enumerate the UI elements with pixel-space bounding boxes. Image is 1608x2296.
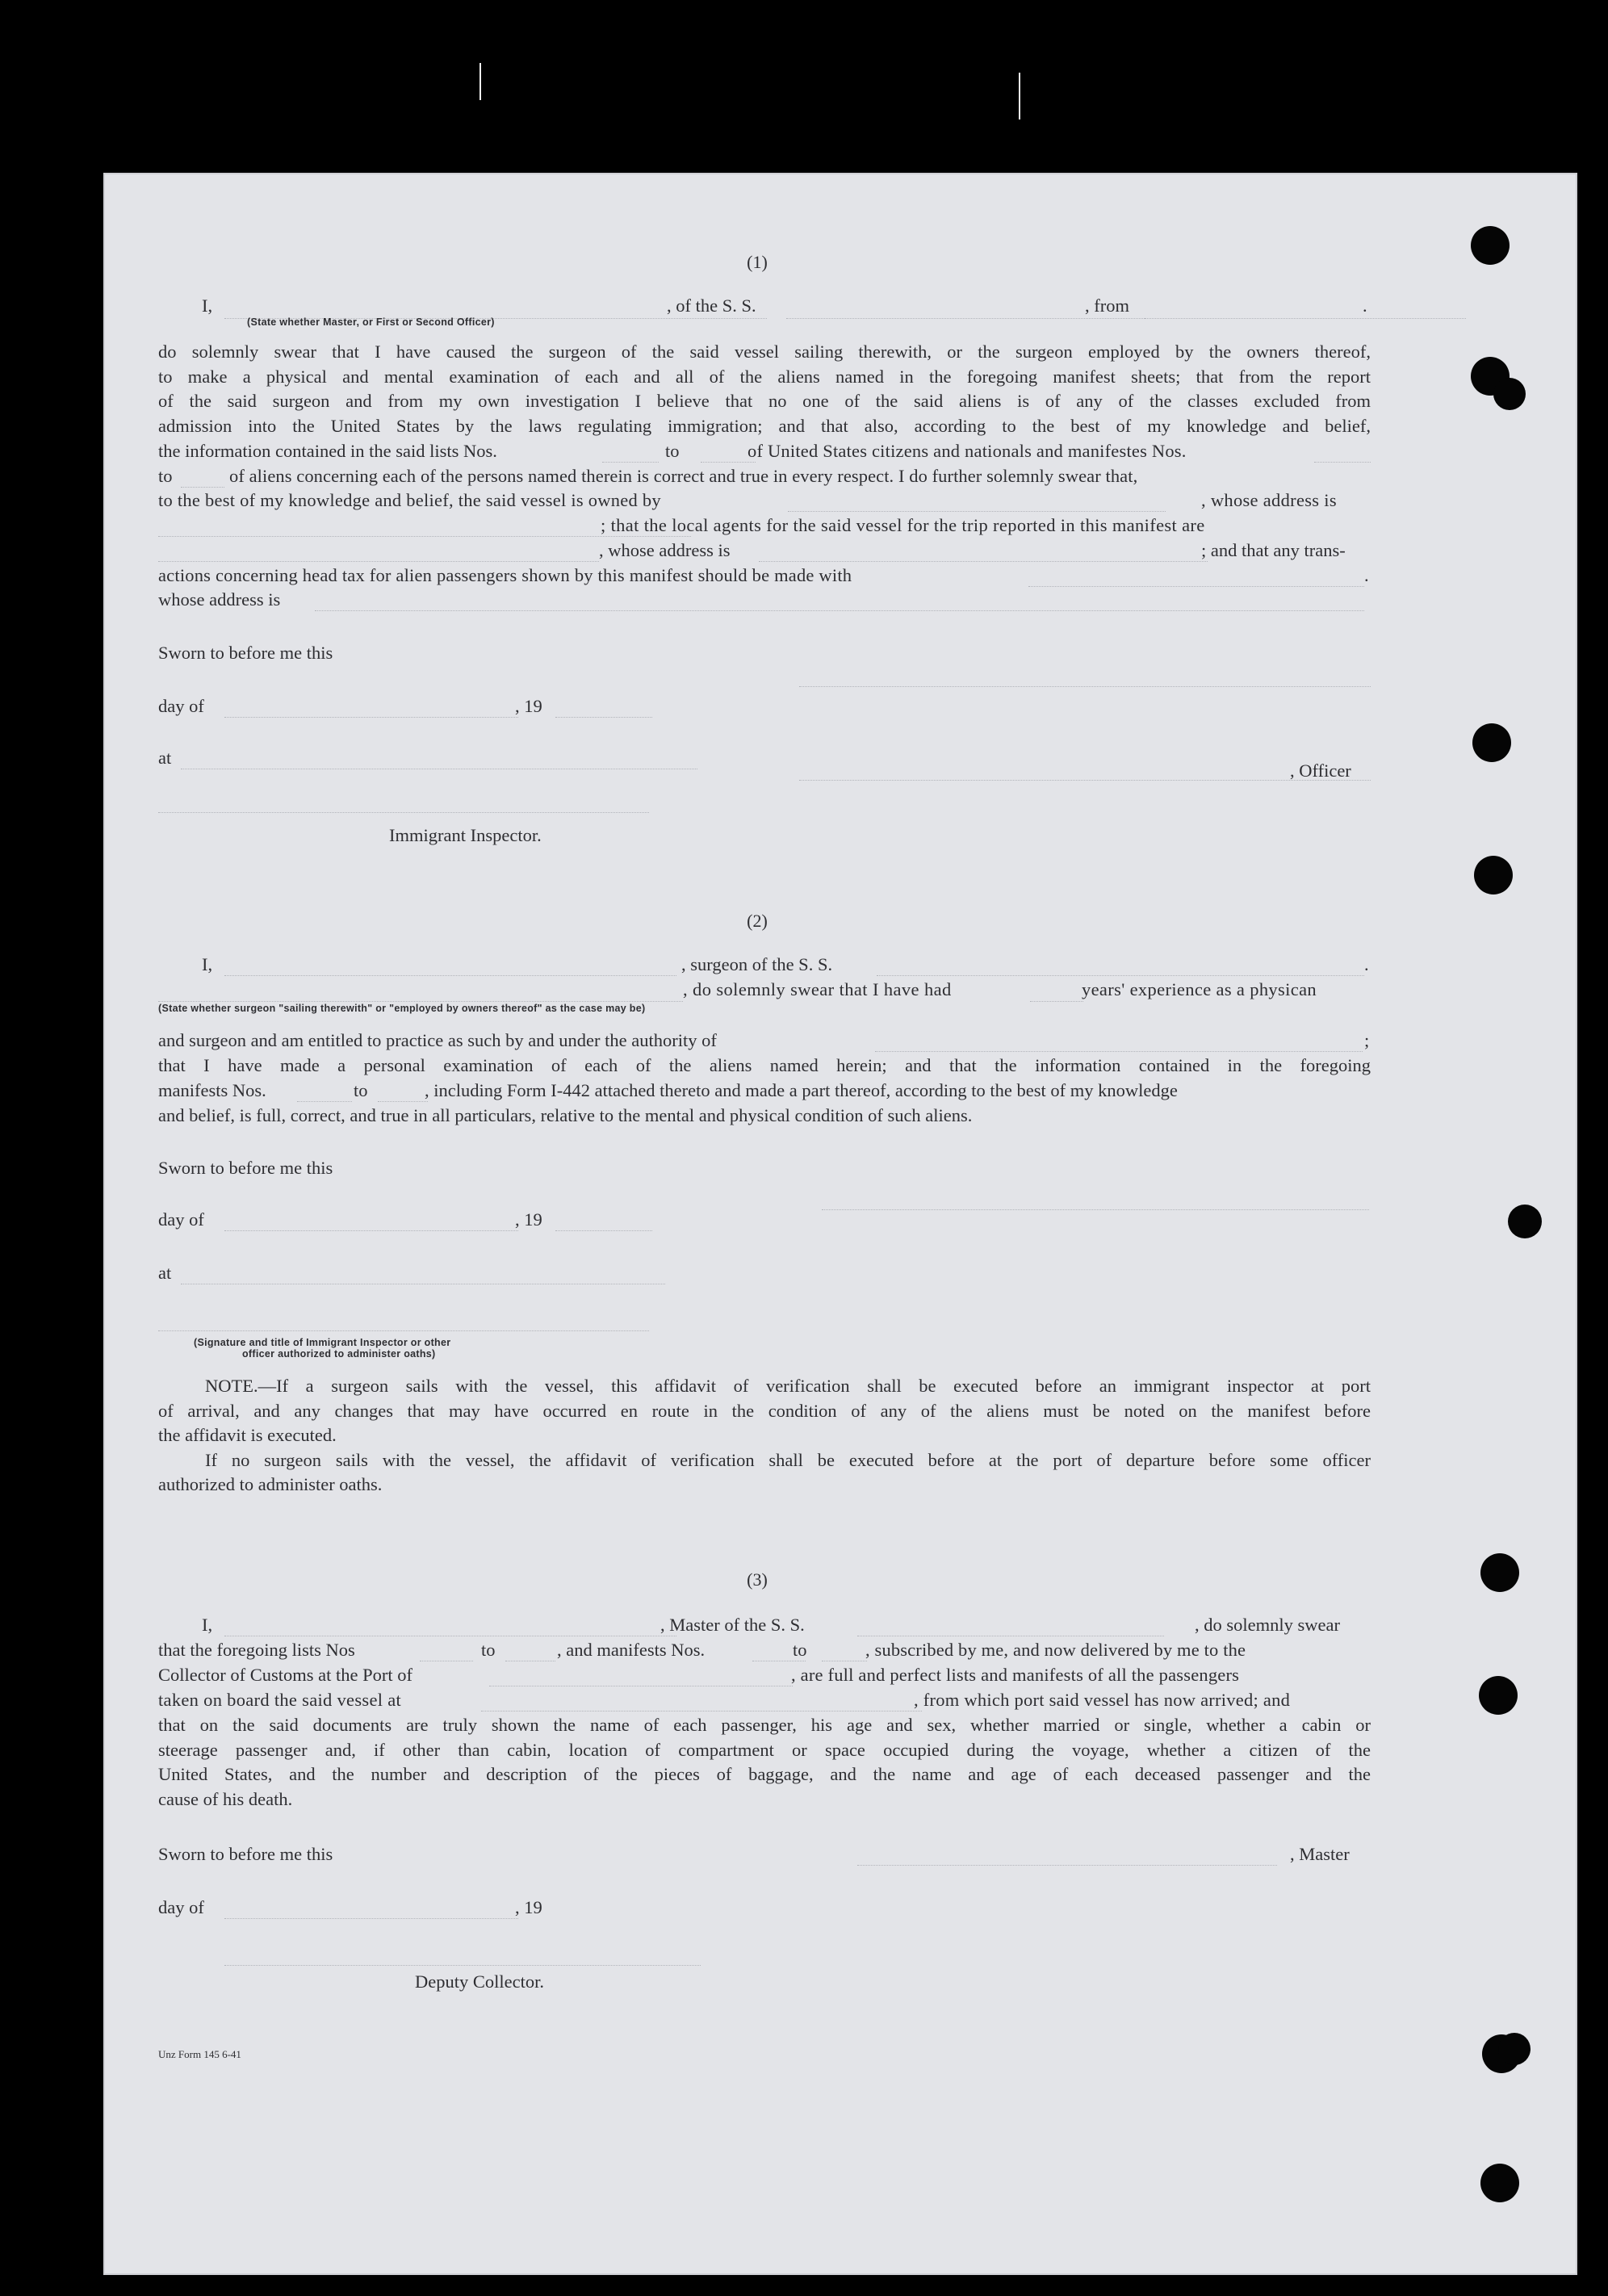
section-2-body: [158, 1054, 1371, 1079]
punch-hole: [1508, 1205, 1542, 1238]
are-full-text: , are full and perfect lists and manifests of all the passengers: [791, 1665, 1240, 1685]
owned-by-label: to the best of my knowledge and belief, the said vessel is owned by: [158, 490, 661, 510]
section-2-number: (2): [747, 911, 768, 931]
surgeon-type-note: (State whether surgeon "sailing therewith" or "employed by owners thereof" as the case may be): [158, 1003, 646, 1014]
year-line-2: [555, 1230, 652, 1231]
officer-label: , Officer: [1290, 760, 1351, 781]
section-2-i: I,: [202, 954, 213, 974]
authority-line: [875, 1051, 1363, 1052]
whose-address-label-3: whose address is: [158, 589, 281, 610]
section-2-line: that I have made a personal examination of each of the aliens named herein; and that the information contained in the foregoing: [158, 1055, 1371, 1075]
subscribed-text: , subscribed by me, and now delivered by me to the: [865, 1640, 1246, 1660]
punch-hole: [1471, 226, 1510, 265]
signature-note-1: (Signature and title of Immigrant Inspector or other: [194, 1337, 451, 1348]
section-1-line: to make a physical and mental examination of each and all of the aliens named in the foregoing manifest sheets; that from the report: [158, 366, 1371, 387]
manifests-to-line: [181, 487, 224, 488]
year-line-1: [555, 717, 652, 718]
taken-on-board-label: taken on board the said vessel at: [158, 1690, 402, 1710]
from-label: , from: [1085, 295, 1129, 316]
note-block: [158, 1374, 1371, 1498]
whose-address-label: , whose address is: [1201, 490, 1337, 510]
section-1-number: (1): [747, 252, 768, 272]
no-surgeon-line: authorized to administer oaths.: [158, 1474, 383, 1495]
signature-line-1: [799, 686, 1371, 687]
and-surgeon-text: and surgeon and am entitled to practice as such by and under the authority of: [158, 1030, 717, 1050]
to-label: to: [665, 441, 680, 461]
whose-address-label-2: , whose address is: [599, 540, 731, 560]
master-signature-line: [857, 1865, 1277, 1866]
note-line: the affidavit is executed.: [158, 1425, 337, 1446]
signature-note-2: officer authorized to administer oaths): [242, 1348, 436, 1360]
punch-hole: [1480, 2164, 1519, 2202]
of-the-ss-label: , of the S. S.: [667, 295, 756, 316]
surgeon-ship-line: [877, 975, 1364, 976]
do-solemnly-swear-label: , do solemnly swear: [1195, 1615, 1340, 1635]
departure-port-line: [481, 1711, 922, 1712]
surgeon-of-label: , surgeon of the S. S.: [681, 954, 833, 974]
at-label-2: at: [158, 1263, 172, 1283]
officer-signature-line: [799, 780, 1371, 781]
punch-hole: [1480, 1553, 1519, 1592]
at-label-1: at: [158, 748, 172, 768]
years-experience-label: years' experience as a physican: [1082, 979, 1317, 999]
manifests-nos-label: manifests Nos.: [158, 1080, 266, 1100]
info-contained-label: the information contained in the said lists Nos.: [158, 441, 497, 461]
surgeon-status-line: [158, 1001, 683, 1002]
punch-hole: [1474, 856, 1513, 895]
punch-hole: [1493, 378, 1526, 410]
collector-label: Collector of Customs at the Port of: [158, 1665, 412, 1685]
year-label-3: , 19: [515, 1897, 542, 1917]
manifests-to-label-3: to: [793, 1640, 807, 1660]
lists-no-from-line: [602, 462, 659, 463]
section-3-line: that on the said documents are truly shown the name of each passenger, his age and sex, whether married or single, whether a cabin or: [158, 1715, 1371, 1735]
day-line-2: [224, 1230, 518, 1231]
and-belief-text: and belief, is full, correct, and true in all particulars, relative to the mental and physical condition of such aliens.: [158, 1105, 973, 1125]
year-label-1: , 19: [515, 696, 542, 716]
to-start-label: to: [158, 466, 173, 486]
sworn-label-2: Sworn to before me this: [158, 1158, 333, 1178]
lists-to-label: to: [481, 1640, 496, 1660]
agents-line: [158, 561, 599, 562]
head-tax-address-line: [315, 610, 1364, 611]
year-label-2: , 19: [515, 1209, 542, 1230]
punch-hole: [1498, 2033, 1531, 2065]
scan-mark: [1019, 73, 1020, 119]
us-citizens-label: of United States citizens and nationals and manifestes Nos.: [747, 441, 1187, 461]
authority-semicolon: ;: [1364, 1030, 1370, 1050]
inspector-label-1: Immigrant Inspector.: [389, 825, 542, 845]
local-agents-text: ; that the local agents for the said vessel for the trip reported in this manifest are: [601, 515, 1205, 535]
any-trans-text: ; and that any trans-: [1201, 540, 1346, 560]
scan-mark: [479, 63, 481, 100]
day-line-1: [224, 717, 518, 718]
and-manifests-label: , and manifests Nos.: [557, 1640, 706, 1660]
sworn-label-1: Sworn to before me this: [158, 643, 333, 663]
section-3-line: United States, and the number and description of the pieces of baggage, and the name and age of each deceased passenger and the: [158, 1764, 1371, 1785]
manifest-affidavit-page: [103, 173, 1577, 2275]
note-line: NOTE.—If a surgeon sails with the vessel, this affidavit of verification shall be executed before an immigrant inspector at port: [205, 1376, 1371, 1396]
master-label: , Master: [1290, 1844, 1350, 1864]
day-of-label-1: day of: [158, 696, 204, 716]
head-tax-line: [1028, 586, 1364, 587]
section-2-end-dot: .: [1364, 954, 1369, 974]
section-3-line: steerage passenger and, if other than cabin, location of compartment or space occupied during the voyage, whether a citizen of the: [158, 1739, 1371, 1760]
manifests-to-label: to: [354, 1080, 368, 1100]
from-which-text: , from which port said vessel has now arrived; and: [914, 1690, 1291, 1710]
do-solemnly-label: , do solemnly swear that I have had: [683, 979, 952, 999]
manifests-to-line-2: [378, 1101, 428, 1102]
signature-line-2: [822, 1209, 1369, 1210]
section-3-line: cause of his death.: [158, 1788, 293, 1809]
agents-address-line: [759, 561, 1208, 562]
section-3-i: I,: [202, 1615, 213, 1635]
punch-hole: [1479, 1676, 1518, 1715]
including-form-text: , including Form I-442 attached thereto and made a part thereof, according to the best of my knowledge: [425, 1080, 1178, 1100]
inspector-line-1: [158, 812, 649, 813]
deputy-signature-line: [224, 1965, 701, 1966]
from-end-dot: .: [1363, 295, 1367, 316]
inspector-signature-line: [158, 1330, 649, 1331]
sworn-label-3: Sworn to before me this: [158, 1844, 333, 1864]
section-1-line: do solemnly swear that I have caused the surgeon of the said vessel sailing therewith, or the surgeon employed by the owners thereof,: [158, 341, 1371, 362]
section-1-line: of the said surgeon and from my own investigation I believe that no one of the said aliens is of any of the classes excluded from: [158, 391, 1371, 412]
aliens-concerning-text: of aliens concerning each of the persons named therein is correct and true in every respect. I do further solemnly swear that,: [229, 466, 1138, 486]
manifests-no-line: [1314, 462, 1371, 463]
owner-line: [788, 511, 1166, 512]
day-of-label-2: day of: [158, 1209, 204, 1230]
day-of-label-3: day of: [158, 1897, 204, 1917]
deputy-collector-label: Deputy Collector.: [415, 1971, 544, 1992]
section-3-number: (3): [747, 1569, 768, 1590]
manifests-from-line: [297, 1101, 352, 1102]
officer-rank-note: (State whether Master, or First or Second Officer): [247, 316, 495, 328]
foregoing-lists-label: that the foregoing lists Nos: [158, 1640, 355, 1660]
surgeon-name-line: [224, 975, 676, 976]
section-3-body: [158, 1713, 1371, 1812]
from-port-line: [1145, 318, 1466, 319]
master-of-label: , Master of the S. S.: [660, 1615, 805, 1635]
section-1-line: admission into the United States by the laws regulating immigration; and that also, according to the best of my knowledge and belief,: [158, 415, 1371, 436]
years-line: [1030, 1001, 1083, 1002]
form-number: Unz Form 145 6-41: [158, 2048, 241, 2060]
note-line: of arrival, and any changes that may have occurred en route in the condition of any of the aliens must be noted on the manifest before: [158, 1400, 1371, 1421]
section-1-i: I,: [202, 295, 213, 316]
head-tax-end: .: [1364, 565, 1369, 585]
no-surgeon-line: If no surgeon sails with the vessel, the affidavit of verification shall be executed before at the port of departure before some officer: [205, 1449, 1371, 1470]
day-line-3: [224, 1918, 518, 1919]
punch-hole: [1472, 723, 1511, 762]
section-1-body: [158, 340, 1371, 438]
head-tax-text: actions concerning head tax for alien passengers shown by this manifest should be made with: [158, 565, 852, 585]
